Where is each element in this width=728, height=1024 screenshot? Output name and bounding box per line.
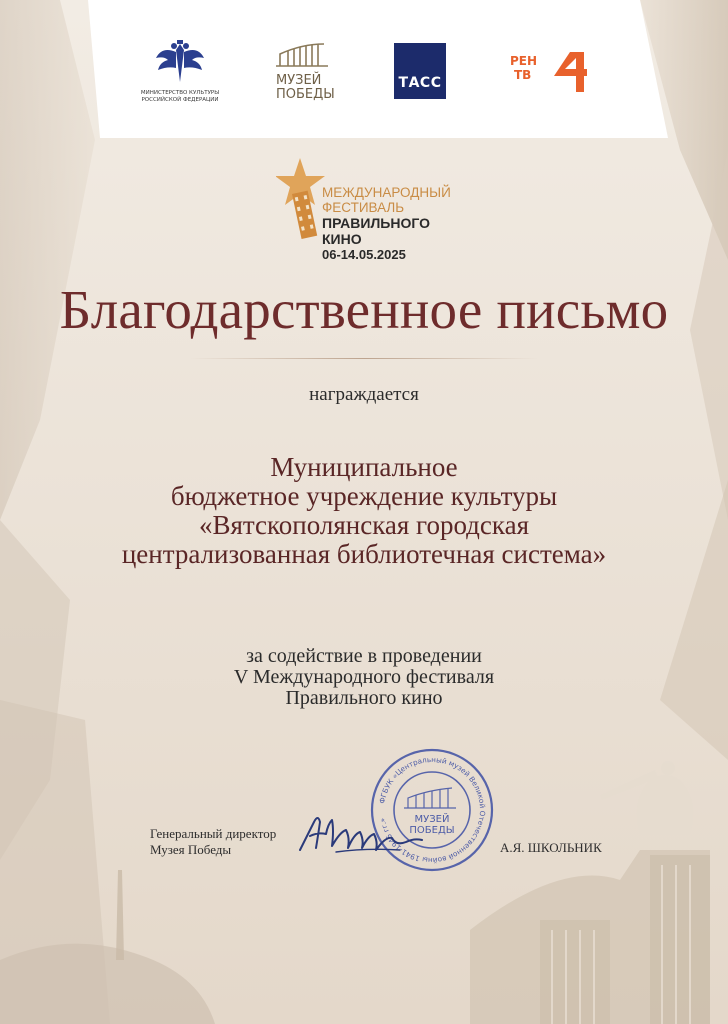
museum-building-icon: [274, 40, 330, 68]
logo-band: [0, 0, 728, 140]
museum-logo-word-2: ПОБЕДЫ: [276, 87, 335, 102]
stamp-ring-text: ФГБУК «Центральный музей Великой Отечественной войны 1941-1945 гг.»: [377, 754, 488, 866]
rentv-logo-word-1: РЕН: [510, 54, 538, 68]
handwritten-signature: [296, 808, 426, 860]
signatory-position-line-2: Музея Победы: [150, 842, 232, 857]
festival-line-2: ФЕСТИВАЛЬ: [322, 200, 405, 215]
recipient-line-3: «Вятскополянская городская: [198, 510, 530, 540]
rentv-four-icon: [550, 50, 588, 94]
awarded-label: награждается: [309, 384, 419, 405]
festival-line-3: ПРАВИЛЬНОГО: [322, 215, 430, 231]
eagle-emblem-icon: [150, 38, 210, 88]
tass-logo-text: ТАСС: [398, 75, 442, 91]
recipient-line-2: бюджетное учреждение культуры: [170, 481, 558, 511]
ministry-caption-line-1: МИНИСТЕРСТВО КУЛЬТУРЫ: [140, 90, 220, 96]
museum-logo-word-1: МУЗЕЙ: [276, 73, 322, 88]
page-title: Благодарственное письмо: [59, 279, 669, 340]
signatory-name: А.Я. ШКОЛЬНИК: [500, 840, 602, 855]
stamp-center-word-2: ПОБЕДЫ: [409, 825, 455, 836]
reason-line-1: за содействие в проведении: [246, 645, 482, 667]
ministry-caption: [126, 90, 234, 104]
festival-star-icon: [276, 156, 326, 248]
recipient-line-4: централизованная библиотечная система»: [121, 539, 607, 569]
recipient-line-1: Муниципальное: [270, 452, 458, 482]
festival-line-1: МЕЖДУНАРОДНЫЙ: [322, 185, 451, 200]
victory-museum-logo: [274, 40, 335, 104]
tass-logo: [394, 43, 446, 99]
stamp-museum-icon: [404, 788, 456, 808]
title-divider: [190, 358, 538, 359]
festival-line-4: КИНО: [322, 231, 362, 247]
reason-line-2: V Международного фестиваля: [233, 666, 495, 688]
stamp-center-word-1: МУЗЕЙ: [414, 814, 450, 825]
rentv-logo: [510, 50, 590, 94]
signatory-position-line-1: Генеральный директор: [150, 826, 277, 841]
rentv-logo-word-2: ТВ: [514, 68, 532, 82]
ministry-caption-line-2: РОССИЙСКОЙ ФЕДЕРАЦИИ: [141, 97, 219, 103]
reason-line-3: Правильного кино: [285, 687, 443, 709]
festival-dates: 06-14.05.2025: [322, 247, 406, 262]
